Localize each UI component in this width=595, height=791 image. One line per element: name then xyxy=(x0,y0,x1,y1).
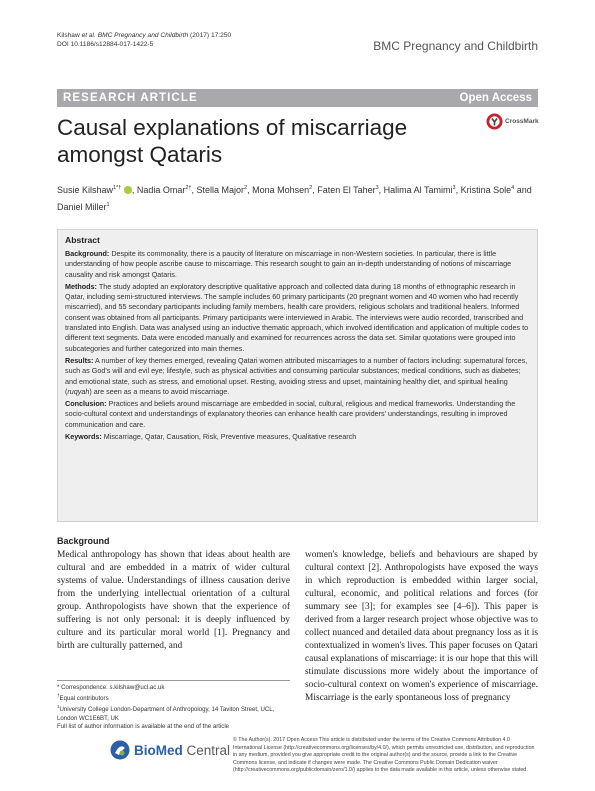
author-affiliation-mark: 1*† xyxy=(113,185,122,191)
author-affiliation-mark: 2 xyxy=(309,185,313,191)
author-separator: and xyxy=(514,185,532,195)
footnotes xyxy=(57,680,290,731)
crossmark-label: CrossMark xyxy=(505,118,539,125)
author-separator: , xyxy=(455,185,461,195)
author-separator: , xyxy=(378,185,384,195)
author-list xyxy=(57,181,537,215)
orcid-icon[interactable] xyxy=(124,186,132,194)
author-separator: , xyxy=(247,185,253,195)
equal-contributors-note: †Equal contributors xyxy=(57,693,109,703)
body-paragraph: Medical anthropology has shown that ideas about health are cultural and are embedded in a matrix of wider cultural systems of value. Understandings of illness causation derive from the underlying intellectual orientation of a cultural group. Anthropologists have shown that the experience of suffering is not only personal: it is deeply influenced by culture and its particular moral world [1]. Pregnancy and birth are culturally patterned, and xyxy=(57,550,290,651)
author-affiliation-mark: 4 xyxy=(511,185,515,191)
body-paragraph: women's knowledge, beliefs and behaviours are shaped by cultural context [2]. Anthropologists have exposed the ways in which reproduction is embedded within larger social, cultural, economic, and political relations and forces (for summary see [3]; for examples see [4–6]). This paper is derived from a larger research project whose objective was to collect nuanced and detailed data about pregnancy loss as it is contextualized in women's lives. This paper focuses on Qatari causal explanations of miscarriage: it is our hope that this will stimulate discussions more widely about the importance of socio-cultural context on women's experience of miscarriage. Miscarriage is the early spontaneous loss of pregnancy xyxy=(305,550,538,703)
author-name: Stella Major xyxy=(196,185,245,195)
author-affiliation-mark: 3 xyxy=(375,185,379,191)
author-name: Daniel Miller xyxy=(57,202,107,212)
article-banner xyxy=(57,89,538,107)
crossmark-icon xyxy=(486,113,503,130)
author-name: Halima Al Tamimi xyxy=(383,185,453,195)
journal-name: BMC Pregnancy and Childbirth xyxy=(373,39,538,53)
biomed-central-wordmark: BioMed Central xyxy=(134,742,231,758)
body-left-column xyxy=(57,535,290,653)
doi-link[interactable]: DOI 10.1186/s12884-017-1422-5 xyxy=(57,41,154,48)
article-type-label: RESEARCH ARTICLE xyxy=(63,92,198,104)
abstract-heading: Abstract xyxy=(65,235,100,245)
abstract-results: Results: A number of key themes emerged, revealing Qatari women attributed miscarriages to a number of factors including: supernatural forces, such as God's will and evil eye; lifestyle, such as physical activities and consuming particular substances; medical conditions, such as diabetes; and emotional state, such as stress, and emotional upset. Resting, avoiding stress and upset, maintaining healthy diet, and spiritual healing (ruqyah) are seen as a means to avoid miscarriage. xyxy=(65,355,528,396)
abstract-methods: Methods: The study adopted an exploratory descriptive qualitative approach and collected data during 18 months of ethnographic research in Qatar, including semi-structured interviews. The sample includes 60 primary participants (20 pregnant women and 40 women who had recently miscarried), and 55 secondary participants including family members, health care providers, religious scholars and traditional healers. Informed consent was obtained from all participants. Primary participants were interviewed in Arabic. The interviews were audio recorded, transcribed and translated into English. Data was analysed using an inductive thematic approach, which involved identification and application of multiple codes to different text segments. Data were encoded manually and examined for recurrences across the data set. Similar quotations were grouped into subcategories and further categorized into main themes. xyxy=(65,281,529,353)
abstract-background: Background: Despite its commonality, there is a paucity of literature on miscarriage in non-Western societies. In particular, there is little understanding of how people ascribe cause to miscarriage. This research sought to gain an in-depth understanding of notions of miscarriage causality and risk amongst Qataris. xyxy=(65,249,512,279)
author-separator: , xyxy=(191,185,197,195)
abstract-conclusion: Conclusion: Practices and beliefs around miscarriage are embedded in social, cultural, religious and medical frameworks. Understanding the socio-cultural context and understandings of explanatory theories can enhance health care providers' understandings, resulting in improved communication and care. xyxy=(65,399,516,429)
author-name: Kristina Sole xyxy=(460,185,512,195)
author-affiliation-mark: 1 xyxy=(106,202,110,208)
author-name: Mona Mohsen xyxy=(252,185,310,195)
background-heading: Background xyxy=(57,536,110,546)
author-separator: , xyxy=(131,185,137,195)
license-text: © The Author(s). 2017 Open Access This article is distributed under the terms of the Creative Commons Attribution 4.0 International License (http://creativecommons.org/licenses/by/4.0/), which permits unrestricted use, distribution, and reproduction in any medium, provided you give appropriate credit to the original author(s) and the source, provide a link to the Creative Commons license, and indicate if changes were made. The Creative Commons Public Domain Dedication waiver (http://creativecommons.org/publicdomain/zero/1.0/) applies to the data made available in this article, unless otherwise stated. xyxy=(233,737,535,773)
crossmark-badge[interactable] xyxy=(486,113,539,130)
author-name: Faten El Taher xyxy=(317,185,376,195)
correspondence-note[interactable]: * Correspondence: s.kilshaw@ucl.ac.uk xyxy=(57,684,165,691)
author-affiliation-mark: 2 xyxy=(244,185,248,191)
biomed-central-logo xyxy=(110,740,230,760)
author-affiliation-mark: 2† xyxy=(185,185,192,191)
citation: Kilshaw et al. BMC Pregnancy and Childbirth (2017) 17:250 xyxy=(57,32,232,39)
body-right-column xyxy=(305,549,538,705)
running-header xyxy=(57,31,231,49)
author-name: Susie Kilshaw xyxy=(57,185,114,195)
author-name: Nadia Omar xyxy=(136,185,186,195)
author-info-note: Full list of author information is available at the end of the article xyxy=(57,722,230,730)
abstract-keywords: Keywords: Miscarriage, Qatar, Causation, Risk, Preventive measures, Qualitative research xyxy=(65,432,357,442)
affiliation-note: $^1$University College London-Department of Anthropology, 14 Taviton Street, UCL, London WC1E6BT, UK xyxy=(57,704,275,722)
article-title: Causal explanations of miscarriage amongst Qataris xyxy=(57,115,408,167)
abstract-box xyxy=(57,229,538,522)
open-access-label: Open Access xyxy=(459,92,532,104)
biomed-central-icon xyxy=(110,740,130,760)
author-affiliation-mark: 3 xyxy=(452,185,456,191)
author-separator: , xyxy=(312,185,318,195)
